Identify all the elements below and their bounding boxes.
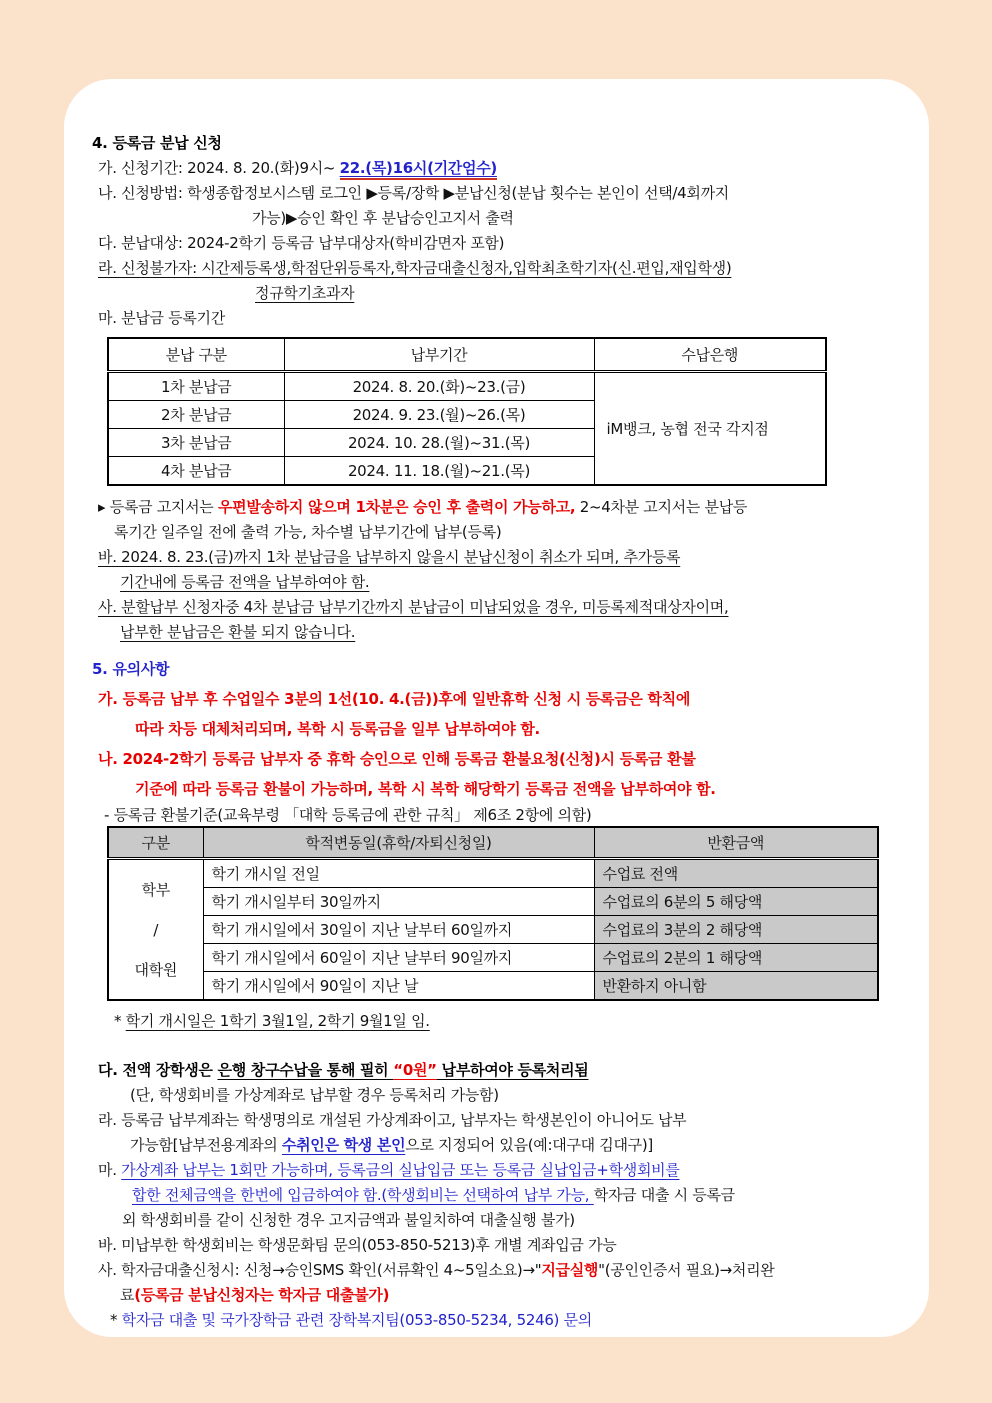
text-segment: 라. 신청불가자: 시간제등록생,학점단위등록자,학자금대출신청자,입학최초학기자(신.편입,재입학생) [98,259,732,277]
text-segment: 납부한 분납금은 환불 되지 않습니다. [120,623,356,641]
group-label-line: 학부 [141,880,170,899]
table-row [108,944,878,972]
group-merged-cell [108,859,203,1001]
change-date-cell: 학기 개시일부터 30일까지 [203,888,594,916]
column-header: 학적변동일(휴학/자퇴신청일) [203,827,594,859]
table-cell: 2024. 10. 28.(월)~31.(목) [284,429,594,457]
semester-start-note [114,1009,929,1034]
note-scholarship [98,1058,929,1083]
text-segment: 학자금 대출 및 국가장학금 관련 장학복지팀(053-850-5234, 5246) 문의 [121,1311,592,1329]
refund-amount-cell: 반환하지 아니함 [594,972,878,1001]
item-unpaid-warning-cont [120,620,929,645]
item-cancel-warning [98,545,929,570]
text-segment: 외 학생회비를 같이 신청한 경우 고지금액과 불일치하여 대출실행 불가) [122,1211,575,1229]
table-cell: 2차 분납금 [108,401,284,429]
note-virtual-account [98,1158,929,1183]
refund-amount-cell: 수업료의 2분의 1 해당액 [594,944,878,972]
installment-schedule-table [107,337,827,486]
bullet-bill-notice-cont [114,520,929,545]
text-segment: 합한 전체금액을 한번에 입금하여야 함.(학생회비는 선택하여 납부 가능, [132,1186,594,1204]
refund-amount-cell: 수업료의 6분의 5 해당액 [594,888,878,916]
text-segment: ▸ 등록금 고지서는 [98,498,218,516]
table-cell: 4차 분납금 [108,457,284,486]
note-virtual-account-cont2 [122,1208,929,1233]
section5-title [92,657,929,682]
text-segment: 가능함[납부전용계좌의 [130,1136,282,1154]
text-segment: 가. 등록금 납부 후 수업일수 3분의 1선(10. 4.(금))후에 일반휴학 신청 시 등록금은 학칙에 [98,690,691,708]
note-loan [98,1258,929,1283]
refund-criteria-table [107,826,879,1001]
note-leave-1-cont [135,714,929,744]
text-segment: 으로 지정되어 있음(예:대구대 김대구)] [405,1136,653,1154]
text-segment: 바. 미납부한 학생회비는 학생문화팀 문의(053-850-5213)후 개별 계좌입금 가능 [98,1236,617,1254]
note-refund-1-cont [135,774,929,804]
text-segment: "(공인인증서 필요)→처리완 [598,1261,775,1279]
table-header-row [108,338,826,372]
item-apply-period [98,156,929,181]
change-date-cell: 학기 개시일에서 90일이 지난 날 [203,972,594,1001]
section4-title [92,131,929,156]
table-cell: 2024. 11. 18.(월)~21.(목) [284,457,594,486]
application-deadline-link[interactable]: 22.(목)16시(기간엄수) [340,159,497,180]
text-segment: 다. 분납대상: 2024-2학기 등록금 납부대상자(학비감면자 포함) [98,234,505,252]
table-row [108,916,878,944]
text-segment: 지급실행 [541,1261,599,1279]
table-row [108,859,878,888]
note-leave-1 [98,684,929,714]
text-segment: 학기 개시일은 1학기 3월1일, 2학기 9월1일 임. [125,1012,430,1030]
refund-amount-cell: 수업료 전액 [594,859,878,888]
refund-rule-reference [104,804,929,826]
text-segment: 료 [120,1286,135,1304]
text-segment: 납부하여야 등록처리됨 [436,1061,589,1079]
refund-amount-cell: 수업료의 3분의 2 해당액 [594,916,878,944]
text-segment: 수취인은 학생 본인 [281,1136,406,1154]
item-not-eligible [98,256,929,281]
document-body [64,79,929,1333]
change-date-cell: 학기 개시일 전일 [203,859,594,888]
text-segment: 따라 차등 대체처리되며, 복학 시 등록금을 일부 납부하여야 함. [135,720,540,738]
text-segment: * [110,1311,122,1329]
loan-contact-note [110,1308,929,1333]
table-row [108,972,878,1001]
item-apply-method [98,181,929,206]
text-segment: 나. 신청방법: 학생종합정보시스템 로그인 ▶등록/장학 ▶분납신청(분납 횟수는 본인이 선택/4회까지 [98,184,729,202]
table-row [108,888,878,916]
text-segment: 마. [98,1161,122,1179]
note-account-1-cont [130,1133,929,1158]
text-segment: 나. 2024-2학기 등록금 납부자 중 휴학 승인으로 인해 등록금 환불요청(신청)시 등록금 환불 [98,750,696,768]
text-segment: 다. 전액 장학생은 [98,1061,218,1079]
column-header: 반환금액 [594,827,878,859]
table-row [108,372,826,401]
column-header: 분납 구분 [108,338,284,372]
group-label-line: 대학원 [134,960,178,979]
column-header: 수납은행 [594,338,826,372]
text-segment: 2~4차분 고지서는 분납등 [575,498,748,516]
item-not-eligible-cont [255,281,929,306]
text-segment: 라. 등록금 납부계좌는 학생명의로 개설된 가상계좌이고, 납부자는 학생본인이 아니어도 납부 [98,1111,687,1129]
text-segment: 가상계좌 납부는 1회만 가능하며, 등록금의 실납입금 또는 등록금 실납입금+학생회비를 [121,1161,680,1179]
text-segment: (단, 학생회비를 가상계좌로 납부할 경우 등록처리 가능함) [130,1086,499,1104]
text-segment: 가. 신청기간: 2024. 8. 20.(화)9시~ [98,159,340,177]
text-segment: 가능)▶승인 확인 후 분납승인고지서 출력 [252,209,514,227]
table-cell: 3차 분납금 [108,429,284,457]
item-target [98,231,929,256]
note-virtual-account-cont1 [132,1183,929,1208]
bullet-bill-notice [98,495,929,520]
text-segment: 사. 학자금대출신청시: 신청→승인SMS 확인(서류확인 4~5일소요)→" [98,1261,542,1279]
text-segment: 정규학기초과자 [255,284,355,302]
bank-merged-cell: iM뱅크, 농협 전국 각지점 [594,372,826,486]
column-header: 납부기간 [284,338,594,372]
text-segment: 록기간 일주일 전에 출력 가능, 차수별 납부기간에 납부(등록) [114,523,502,541]
column-header: 구분 [108,827,203,859]
change-date-cell: 학기 개시일에서 30일이 지난 날부터 60일까지 [203,916,594,944]
item-installment-period [98,306,929,331]
text-segment: * [114,1012,126,1030]
note-scholarship-cont [130,1083,929,1108]
item-unpaid-warning [98,595,929,620]
note-refund-1 [98,744,929,774]
table-header-row [108,827,878,859]
text-segment: 마. 분납금 등록기간 [98,309,225,327]
change-date-cell: 학기 개시일에서 60일이 지난 날부터 90일까지 [203,944,594,972]
text-segment: 학자금 대출 시 등록금 [593,1186,735,1204]
text-segment: 사. 분할납부 신청자중 4차 분납금 납부기간까지 분납금이 미납되었을 경우, 미등록제적대상자이며, [98,598,729,616]
text-segment: 우편발송하지 않으며 1차분은 승인 후 출력이 가능하고, [217,498,576,516]
text-segment: 바. 2024. 8. 23.(금)까지 1차 분납금을 납부하지 않을시 분납신청이 취소가 되며, 추가등록 [98,548,681,566]
document-card [64,79,929,1337]
item-apply-method-cont [252,206,929,231]
text-segment: 기간내에 등록금 전액을 납부하여야 함. [120,573,370,591]
note-student-fee [98,1233,929,1258]
text-segment: - 등록금 환불기준(교육부령 「대학 등록금에 관한 규칙」 제6조 2항에 의함) [104,806,592,824]
item-cancel-warning-cont [120,570,929,595]
text-segment: 4. 등록금 분납 신청 [92,134,222,152]
text-segment: (등록금 분납신청자는 학자금 대출불가) [134,1286,390,1304]
note-account-1 [98,1108,929,1133]
text-segment: 기준에 따라 등록금 환불이 가능하며, 복학 시 복학 해당학기 등록금 전액을 납부하여야 함. [135,780,716,798]
table-cell: 2024. 8. 20.(화)~23.(금) [284,372,594,401]
table-cell: 1차 분납금 [108,372,284,401]
text-segment: 5. 유의사항 [92,660,170,678]
text-segment: 은행 창구수납을 통해 필히 [217,1061,394,1079]
note-loan-cont [120,1283,929,1308]
table-cell: 2024. 9. 23.(월)~26.(목) [284,401,594,429]
text-segment: “0원” [393,1061,437,1079]
group-label-line: / [153,920,159,939]
